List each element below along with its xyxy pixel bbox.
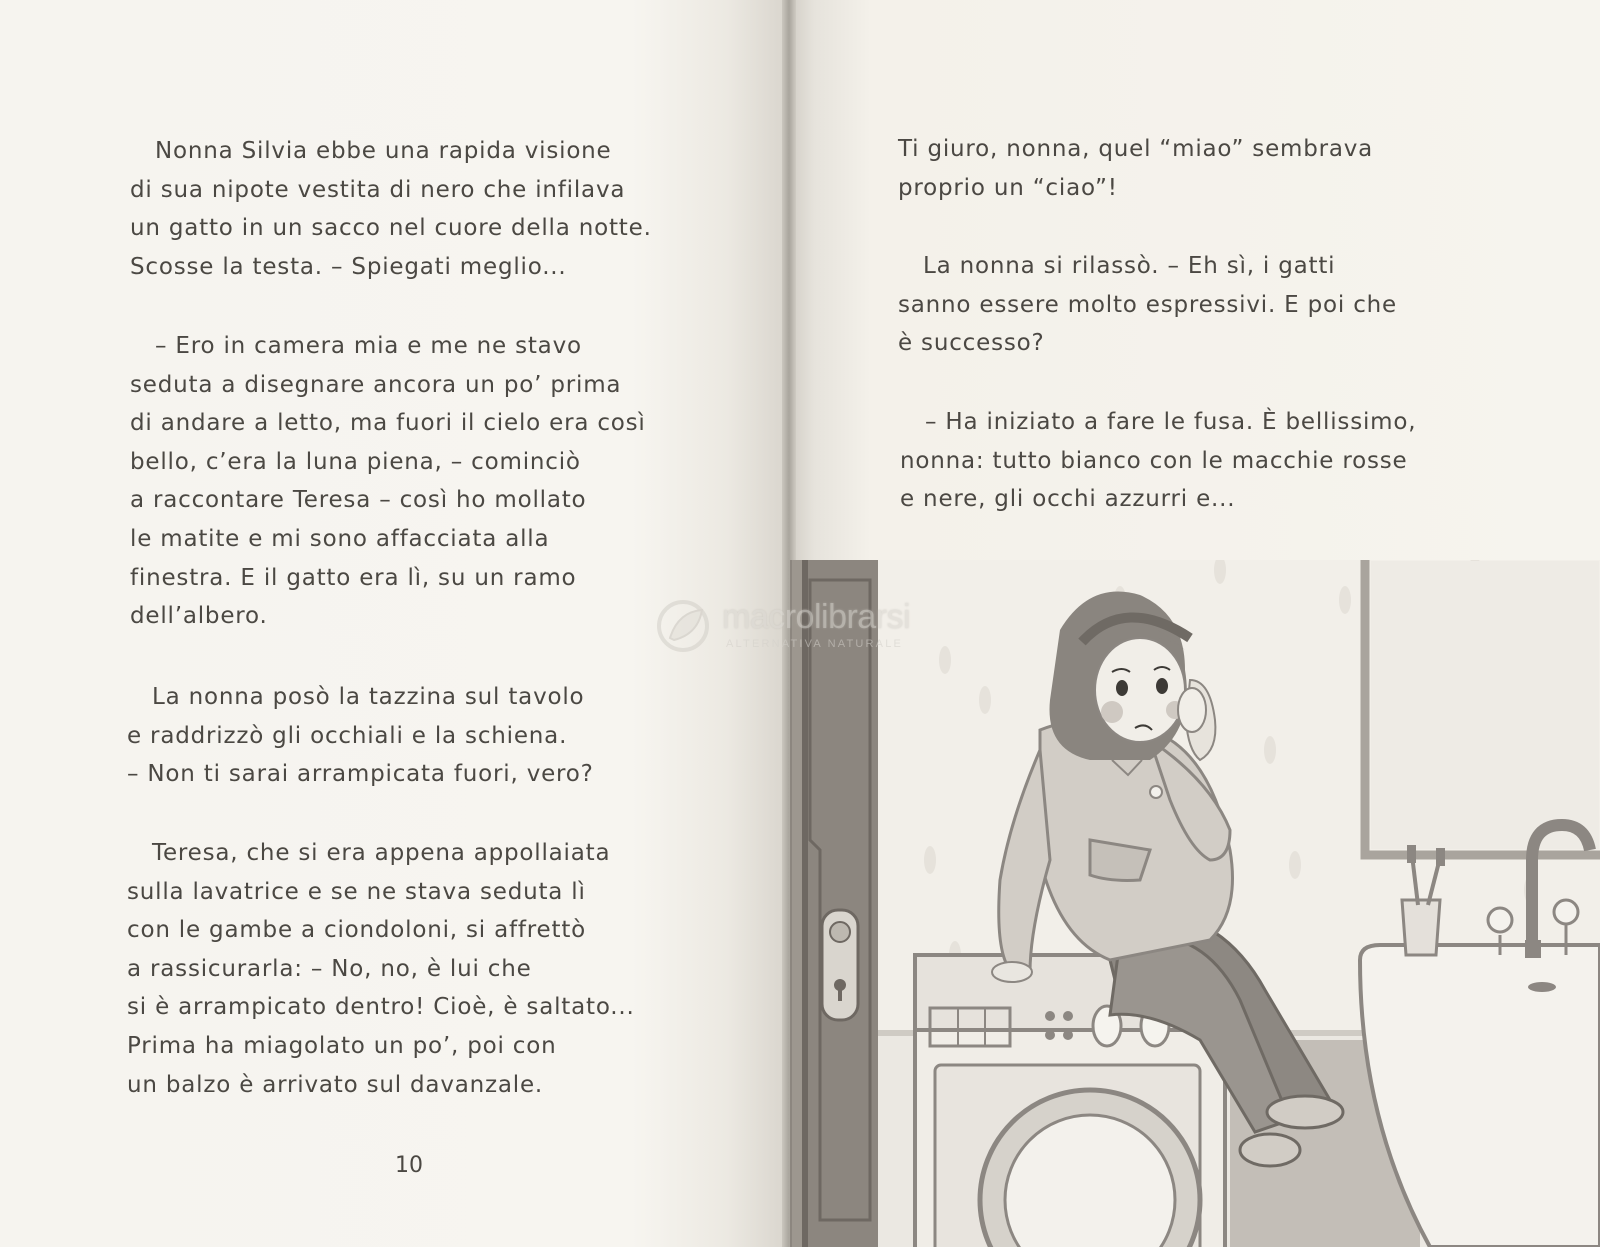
text-line: è successo?	[898, 330, 1045, 357]
text-line: Ti giuro, nonna, quel “miao” sembrava	[898, 136, 1374, 162]
text-line: sanno essere molto espressivi. E poi che	[898, 291, 1397, 318]
text-line: – Ero in camera mia e me ne stavo	[155, 333, 582, 359]
text-line: a raccontare Teresa – così ho mollato	[130, 487, 587, 514]
text-line: si è arrampicato dentro! Cioè, è saltato...	[127, 994, 635, 1021]
text-line: sulla lavatrice e se ne stava seduta lì	[127, 878, 586, 905]
right-paragraph-1	[898, 130, 1373, 207]
watermark-brand: macrolibrarsi	[722, 598, 911, 636]
text-line: un gatto in un sacco nel cuore della notte.	[130, 215, 652, 242]
text-line: di andare a letto, ma fuori il cielo era così	[130, 410, 646, 437]
text-line: Teresa, che si era appena appollaiata	[152, 840, 611, 866]
text-line: e raddrizzò gli occhiali e la schiena.	[127, 722, 568, 749]
watermark-tagline: ALTERNATIVA NATURALE	[726, 638, 904, 650]
text-line: seduta a disegnare ancora un po’ prima	[130, 371, 622, 398]
text-line: Prima ha miagolato un po’, poi con	[127, 1032, 557, 1059]
right-paragraph-3	[900, 403, 1416, 519]
text-line: – Non ti sarai arrampicata fuori, vero?	[127, 761, 594, 788]
right-paragraph-2	[898, 247, 1397, 363]
text-line: finestra. E il gatto era lì, su un ramo	[130, 564, 577, 591]
text-line: dell’albero.	[130, 603, 268, 630]
text-line: Scosse la testa. – Spiegati meglio...	[130, 253, 567, 280]
watermark	[652, 598, 952, 658]
left-paragraph-2	[130, 327, 646, 636]
page-number: 10	[395, 1153, 423, 1178]
text-line: e nere, gli occhi azzurri e...	[900, 486, 1236, 513]
text-line: nonna: tutto bianco con le macchie rosse	[900, 447, 1408, 474]
text-line: di sua nipote vestita di nero che infilava	[130, 176, 626, 203]
left-paragraph-3	[127, 678, 594, 794]
text-line: La nonna posò la tazzina sul tavolo	[152, 684, 585, 710]
text-line: bello, c’era la luna piena, – cominciò	[130, 448, 581, 475]
text-line: – Ha iniziato a fare le fusa. È bellissimo,	[925, 409, 1417, 435]
text-line: a rassicurarla: – No, no, è lui che	[127, 955, 532, 982]
text-line: le matite e mi sono affacciata alla	[130, 525, 550, 552]
left-paragraph-4	[127, 834, 635, 1104]
text-line: proprio un “ciao”!	[898, 174, 1118, 201]
leaf-logo-icon	[652, 598, 714, 654]
text-line: con le gambe a ciondoloni, si affrettò	[127, 917, 587, 944]
bathroom-illustration	[790, 560, 1600, 1247]
text-line: Nonna Silvia ebbe una rapida visione	[155, 138, 612, 164]
text-line: La nonna si rilassò. – Eh sì, i gatti	[923, 253, 1336, 279]
left-paragraph-1	[130, 132, 652, 286]
text-line: un balzo è arrivato sul davanzale.	[127, 1071, 544, 1098]
